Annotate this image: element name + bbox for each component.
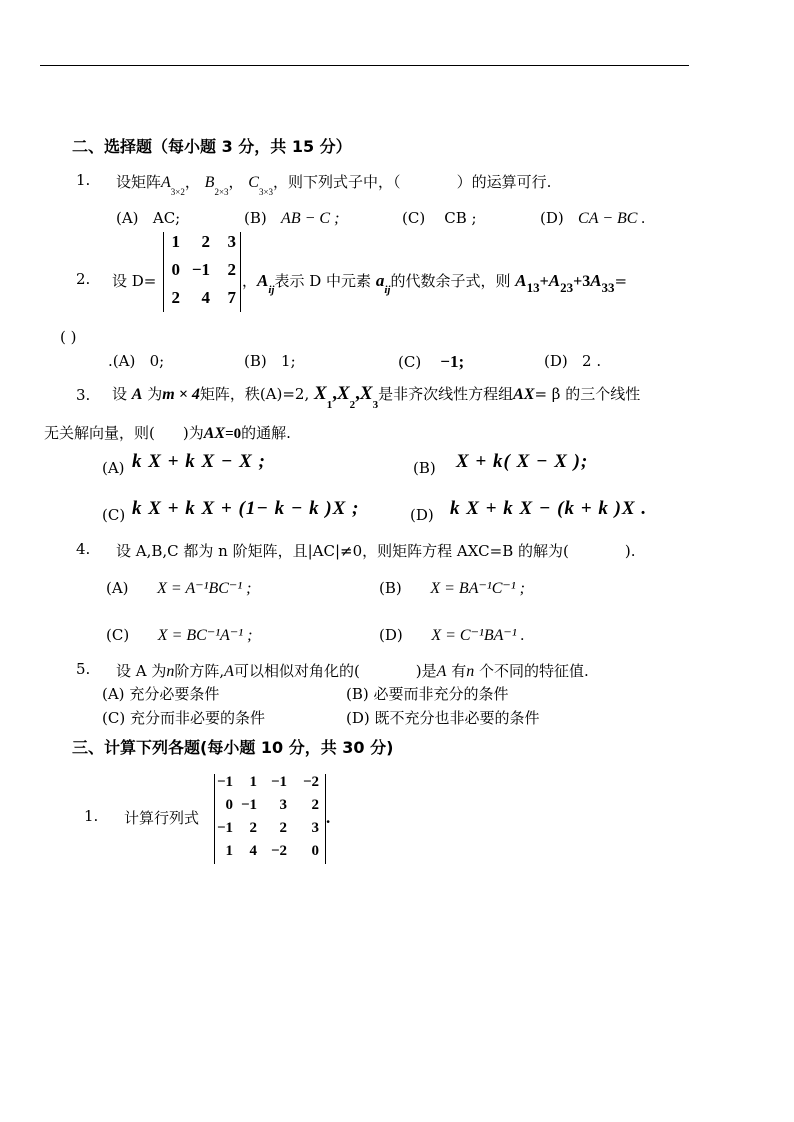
q5-option-d: (D) 既不充分也非必要的条件 [346, 709, 540, 727]
det-cell: 0 [311, 843, 319, 859]
q3-option-a-label: (A) [102, 459, 125, 477]
det-cell: 1 [249, 774, 257, 790]
q1-option-a: (A) AC; [116, 209, 181, 227]
q4-option-b: (B) X = BA⁻¹C⁻¹ ; [379, 579, 525, 597]
det-cell: 4 [201, 288, 210, 307]
det-cell: 0 [171, 260, 180, 279]
det-cell: −1 [240, 797, 257, 813]
q3-option-d-label: (D) [410, 506, 434, 524]
q2-text: ，$A_{ij}$表示 D 中元素 $a_{ij}$的代数余子式，则 A13+A23+3A33= [242, 271, 628, 296]
q1-option-c: (C) CB ; [402, 209, 477, 227]
det-cell: 2 [311, 797, 319, 813]
det-cell: 2 [279, 820, 287, 836]
q2-option-c: (C) −1; [398, 352, 465, 371]
q2-answer-paren: ( ) [60, 328, 77, 346]
q5-text: 设 A 为n阶方阵,A可以相似对角化的( )是A 有n 个不同的特征值. [116, 662, 589, 680]
q2-prefix: 设 D= [112, 272, 157, 290]
det-cell: 0 [225, 797, 233, 813]
s3-q1-number: 1. [84, 807, 99, 825]
det-cell: 2 [249, 820, 257, 836]
det-cell: −2 [270, 843, 287, 859]
s3-q1-text: 计算行列式 [124, 809, 200, 827]
det-cell: 1 [225, 843, 233, 859]
q2-option-b: (B) 1; [244, 352, 296, 370]
det-cell: 2 [227, 260, 236, 279]
det-cell: −1 [216, 774, 233, 790]
header-rule [40, 65, 689, 66]
q2-determinant [163, 232, 241, 312]
q3-option-c-text: k X + k X + (1− k − k )X ; [132, 498, 360, 519]
q3-option-a-text: k X + k X − X ; [132, 451, 266, 472]
section3-title: 三、计算下列各题(每小题 10 分，共 30 分) [72, 738, 394, 757]
q1-option-b: (B) AB − C ; [244, 209, 340, 227]
q3-option-b-label: (B) [413, 459, 436, 477]
q2-option-d: (D) 2 . [544, 352, 602, 370]
q1-option-d: (D) CA − BC . [540, 209, 646, 227]
det-cell: −2 [302, 774, 319, 790]
det-cell: 3 [227, 232, 236, 251]
q4-text: 设 A,B,C 都为 n 阶矩阵，且|AC|≠0，则矩阵方程 AXC=B 的解为( ). [116, 542, 636, 560]
q3-option-c-label: (C) [102, 506, 126, 524]
q2-number: 2. [76, 270, 91, 288]
q3-option-b-text: X + k( X − X ); [456, 451, 589, 472]
q5-number: 5. [76, 660, 91, 678]
s3-q1-determinant [214, 774, 326, 864]
det-cell: −1 [191, 260, 210, 279]
q5-option-b: (B) 必要而非充分的条件 [346, 685, 509, 703]
det-cell: 3 [279, 797, 287, 813]
q1-text: 设矩阵$A_{3\times 2}$， $B_{2\times 3}$， $C_{3\times 3}$，则下列式子中，（ ）的运算可行. [116, 173, 552, 197]
q4-option-a: (A) X = A⁻¹BC⁻¹ ; [106, 579, 252, 597]
q5-option-c: (C) 充分而非必要的条件 [102, 709, 265, 727]
det-cell: 3 [311, 820, 319, 836]
q4-option-c: (C) X = BC⁻¹A⁻¹ ; [106, 626, 253, 644]
q5-option-a: (A) 充分必要条件 [102, 685, 220, 703]
q3-option-d-text: k X + k X − (k + k )X . [450, 498, 648, 519]
det-cell: 2 [201, 232, 210, 251]
det-cell: 2 [171, 288, 180, 307]
section2-title: 二、选择题（每小题 3 分，共 15 分） [72, 137, 352, 156]
det-cell: −1 [270, 774, 287, 790]
det-cell: 7 [227, 288, 236, 307]
q4-option-d: (D) X = C⁻¹BA⁻¹ . [379, 626, 525, 644]
s3-q1-period: . [326, 808, 331, 827]
q1-number: 1. [76, 171, 91, 189]
det-cell: −1 [216, 820, 233, 836]
q3-line2: 无关解向量，则( )为AX=0的通解. [44, 424, 291, 442]
q4-number: 4. [76, 540, 91, 558]
det-cell: 1 [171, 232, 180, 251]
q2-option-a: .(A) 0; [108, 352, 165, 370]
det-cell: 4 [249, 843, 257, 859]
q3-line1: 设 A 为m × 4矩阵，秩(A)=2, $X_1,X_2,X_3$是非齐次线性方程组AX= β 的三个线性 [112, 383, 641, 411]
q3-number: 3. [76, 386, 91, 404]
